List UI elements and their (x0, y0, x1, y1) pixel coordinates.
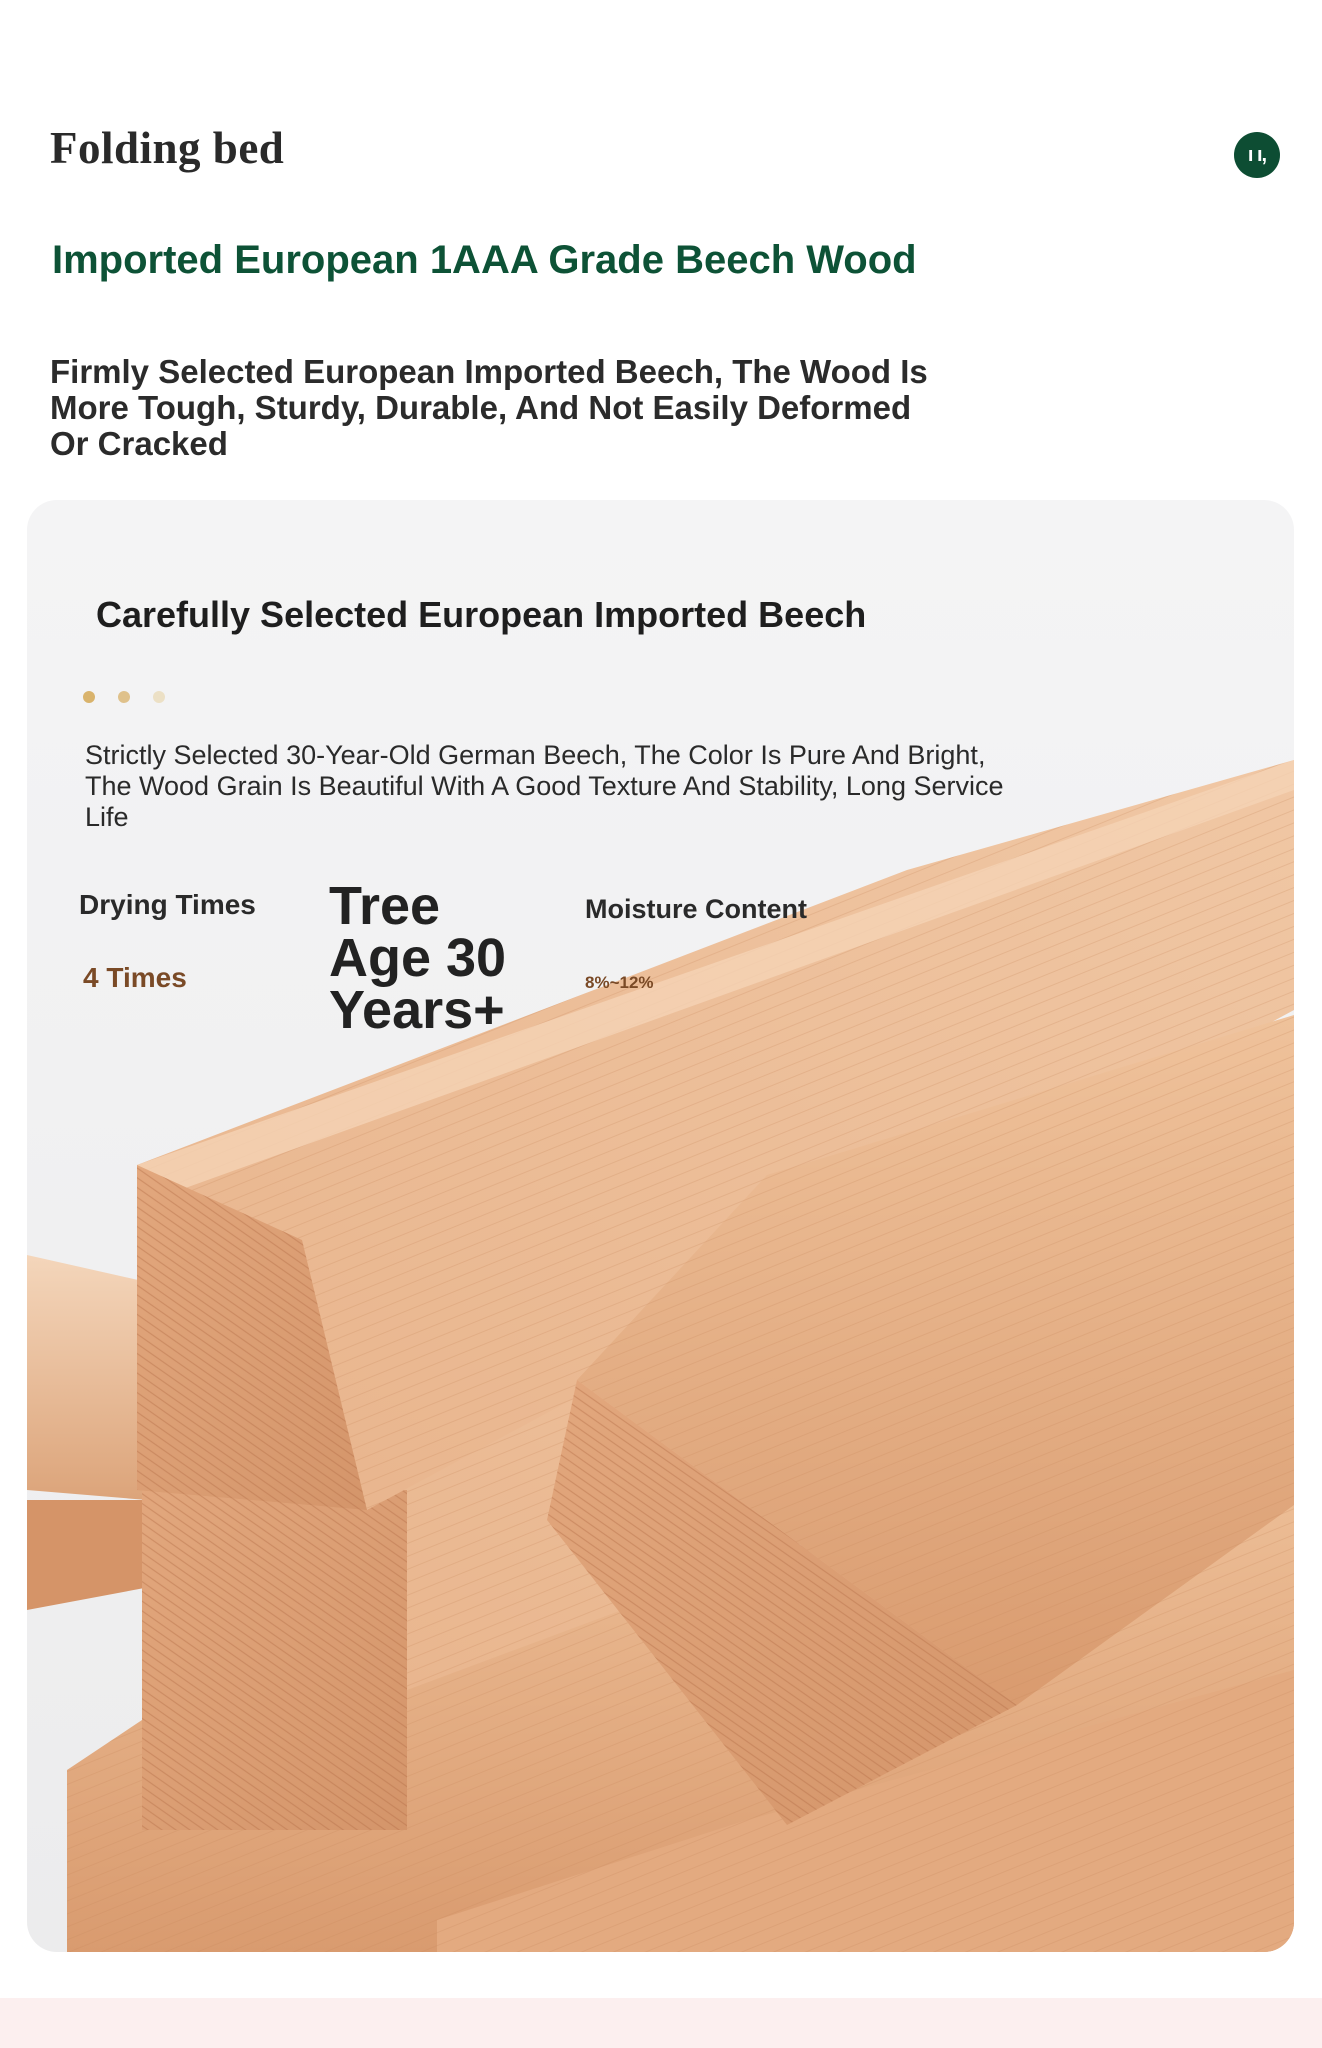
tree-age: Tree Age 30 Years+ (329, 876, 507, 1040)
beech-wood-image (27, 500, 1294, 1952)
dot-1 (83, 691, 95, 703)
drying-times-label: Drying Times (79, 889, 256, 920)
dot-2 (118, 691, 130, 703)
moisture-content-value: 8%~12% (585, 973, 654, 992)
card-title: Carefully Selected European Imported Beech (96, 594, 867, 635)
pagination-dots (83, 691, 165, 703)
dot-3 (153, 691, 165, 703)
moisture-content-label: Moisture Content (585, 894, 807, 924)
card-description: Strictly Selected 30-Year-Old German Beech, The Color Is Pure And Bright, The Wood Grain Is Beautiful With A Good Texture And Stability, Long Service Life (85, 740, 1004, 832)
bottom-band (0, 1998, 1322, 2048)
feature-card (27, 500, 1294, 1952)
subheadline: Firmly Selected European Imported Beech, The Wood Is More Tough, Sturdy, Durable, And Not Easily Deformed Or Cracked (50, 353, 928, 462)
brand-title: Folding bed (50, 123, 285, 173)
brand-logo-icon[interactable] (1234, 132, 1280, 178)
drying-times-value: 4 Times (83, 962, 187, 993)
headline: Imported European 1AAA Grade Beech Wood (52, 238, 917, 282)
brand-logo-glyph: ı ı, (1247, 143, 1267, 166)
